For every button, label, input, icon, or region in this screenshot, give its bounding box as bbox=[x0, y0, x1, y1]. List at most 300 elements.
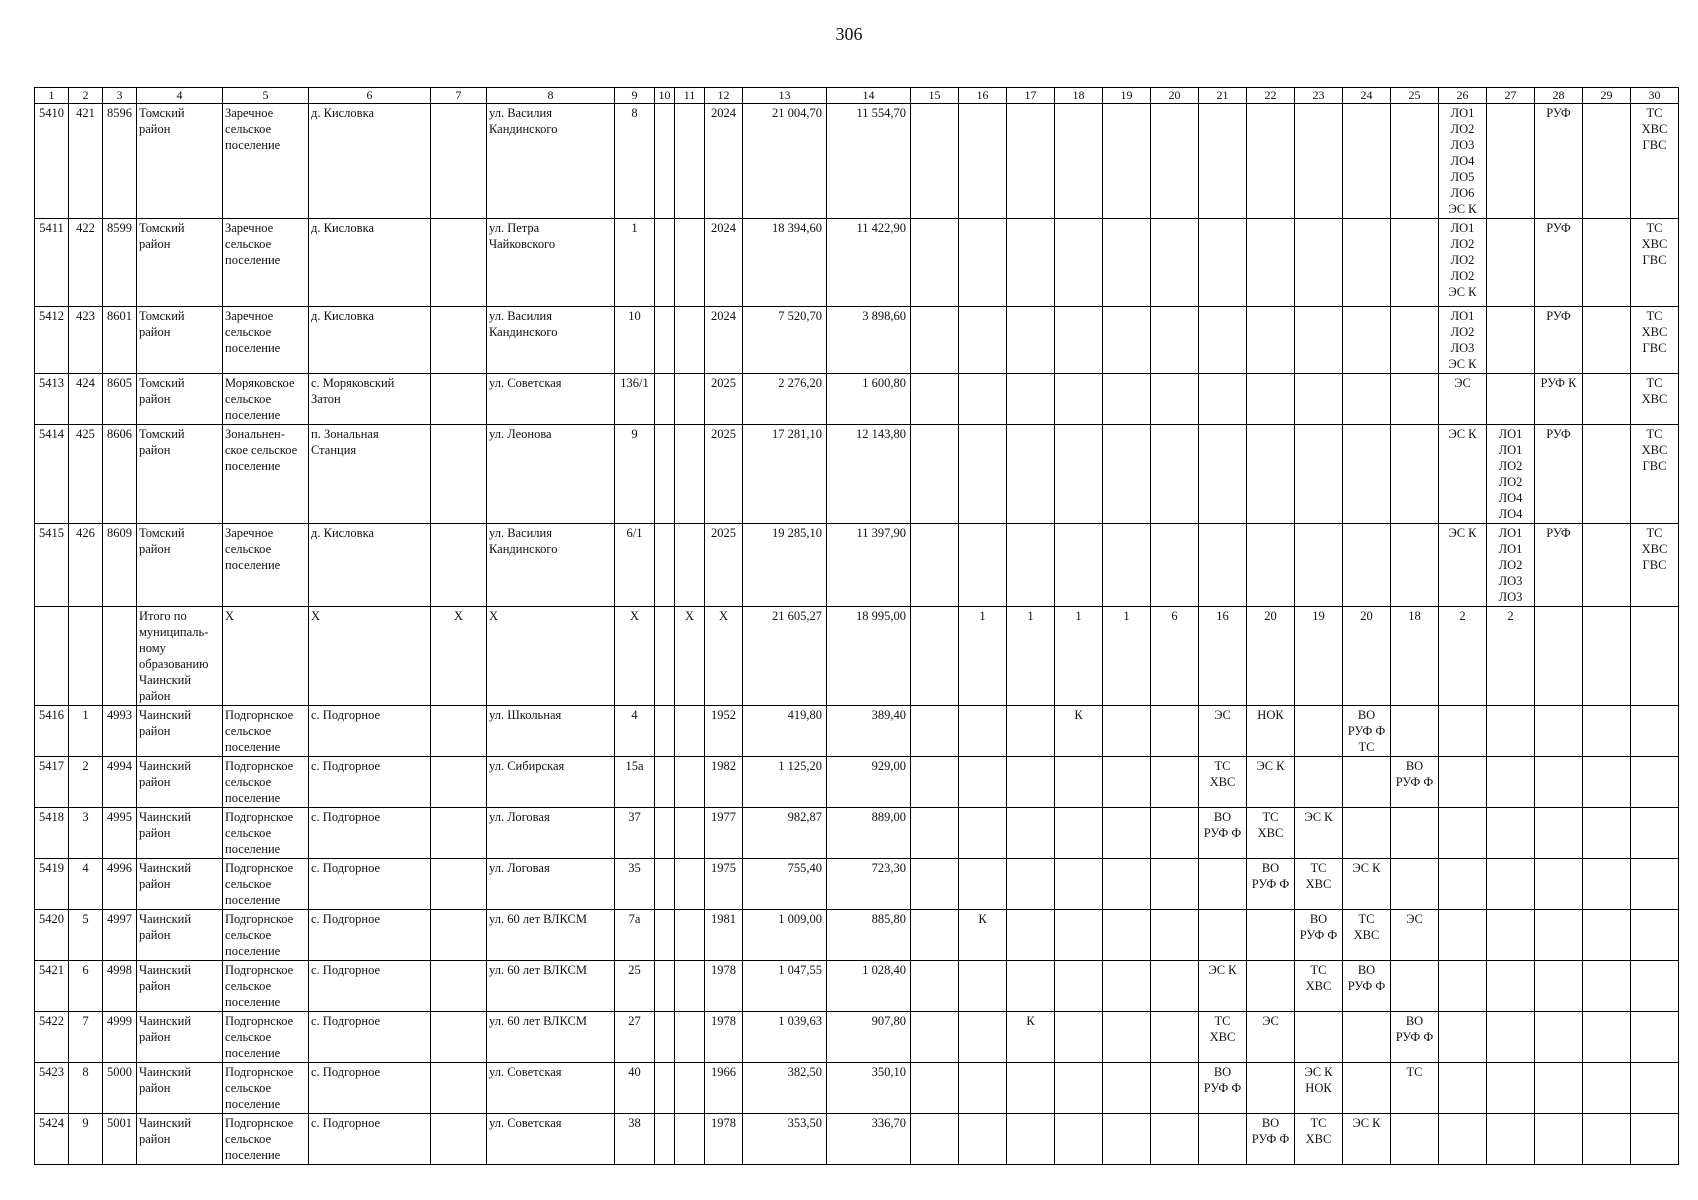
table-cell: ВО РУФ Ф bbox=[1247, 1114, 1295, 1165]
table-cell bbox=[959, 1012, 1007, 1063]
table-cell: 11 422,90 bbox=[827, 219, 911, 307]
table-cell: ЛО1 ЛО1 ЛО2 ЛО2 ЛО4 ЛО4 bbox=[1487, 425, 1535, 524]
table-cell bbox=[1295, 425, 1343, 524]
table-cell bbox=[1439, 757, 1487, 808]
table-cell bbox=[1103, 961, 1151, 1012]
column-header-6: 6 bbox=[309, 88, 431, 104]
table-cell bbox=[1391, 808, 1439, 859]
table-cell: с. Подгорное bbox=[309, 1114, 431, 1165]
table-cell bbox=[1199, 307, 1247, 374]
table-cell: 37 bbox=[615, 808, 655, 859]
table-cell: 18 bbox=[1391, 607, 1439, 706]
table-cell bbox=[1151, 706, 1199, 757]
table-row bbox=[35, 219, 1679, 307]
table-cell bbox=[1295, 307, 1343, 374]
table-cell: Томский район bbox=[137, 524, 223, 607]
table-cell bbox=[1103, 910, 1151, 961]
table-cell bbox=[1391, 961, 1439, 1012]
table-cell: 1 bbox=[1055, 607, 1103, 706]
table-cell bbox=[1343, 104, 1391, 219]
table-cell: 1982 bbox=[705, 757, 743, 808]
table-cell: с. Подгорное bbox=[309, 910, 431, 961]
column-header-11: 11 bbox=[675, 88, 705, 104]
table-cell: 8 bbox=[615, 104, 655, 219]
column-header-29: 29 bbox=[1583, 88, 1631, 104]
table-cell bbox=[959, 219, 1007, 307]
table-cell: ул. Советская bbox=[487, 1114, 615, 1165]
table-cell: 5421 bbox=[35, 961, 69, 1012]
table-cell bbox=[1247, 524, 1295, 607]
table-cell: Подгорнское сельское поселение bbox=[223, 706, 309, 757]
table-cell bbox=[1583, 1114, 1631, 1165]
column-header-23: 23 bbox=[1295, 88, 1343, 104]
page-number: 306 bbox=[835, 24, 863, 44]
table-cell: 1 600,80 bbox=[827, 374, 911, 425]
table-cell: 4 bbox=[615, 706, 655, 757]
table-cell: 5412 bbox=[35, 307, 69, 374]
table-cell: 5415 bbox=[35, 524, 69, 607]
table-cell: 20 bbox=[1343, 607, 1391, 706]
table-cell: ТС ХВС bbox=[1295, 961, 1343, 1012]
table-cell: 8606 bbox=[103, 425, 137, 524]
table-cell bbox=[1007, 425, 1055, 524]
table-cell: 7 520,70 bbox=[743, 307, 827, 374]
table-cell: Чаинский район bbox=[137, 859, 223, 910]
table-cell: Подгорнское сельское поселение bbox=[223, 1012, 309, 1063]
column-header-3: 3 bbox=[103, 88, 137, 104]
table-cell bbox=[1391, 425, 1439, 524]
table-cell bbox=[1391, 524, 1439, 607]
table-cell bbox=[431, 808, 487, 859]
table-cell: ТС ХВС ГВС bbox=[1631, 104, 1679, 219]
table-cell bbox=[1055, 374, 1103, 425]
table-cell bbox=[1151, 757, 1199, 808]
column-header-2: 2 bbox=[69, 88, 103, 104]
table-cell: 1981 bbox=[705, 910, 743, 961]
table-cell: ул. Леонова bbox=[487, 425, 615, 524]
table-cell: ВО РУФ Ф bbox=[1199, 808, 1247, 859]
table-cell bbox=[1631, 1114, 1679, 1165]
table-cell bbox=[431, 307, 487, 374]
table-cell bbox=[431, 1063, 487, 1114]
table-cell: ТС ХВС bbox=[1295, 859, 1343, 910]
table-cell bbox=[1007, 859, 1055, 910]
column-header-10: 10 bbox=[655, 88, 675, 104]
table-cell: 5424 bbox=[35, 1114, 69, 1165]
table-cell: ул. 60 лет ВЛКСМ bbox=[487, 961, 615, 1012]
column-header-1: 1 bbox=[35, 88, 69, 104]
table-cell bbox=[1535, 808, 1583, 859]
table-cell: РУФ bbox=[1535, 219, 1583, 307]
table-cell bbox=[1151, 1114, 1199, 1165]
column-header-14: 14 bbox=[827, 88, 911, 104]
table-cell: ЭС bbox=[1391, 910, 1439, 961]
table-cell: 389,40 bbox=[827, 706, 911, 757]
table-cell: Зональнен- ское сельское поселение bbox=[223, 425, 309, 524]
column-header-21: 21 bbox=[1199, 88, 1247, 104]
table-cell bbox=[35, 607, 69, 706]
table-row bbox=[35, 1114, 1679, 1165]
table-cell: ВО РУФ Ф bbox=[1391, 1012, 1439, 1063]
table-cell: ТС ХВС bbox=[1247, 808, 1295, 859]
table-cell: ТС ХВС ГВС bbox=[1631, 307, 1679, 374]
table-cell bbox=[1631, 808, 1679, 859]
column-number-header bbox=[35, 88, 1679, 104]
table-cell: д. Кисловка bbox=[309, 219, 431, 307]
table-cell: ул. Советская bbox=[487, 1063, 615, 1114]
table-cell bbox=[431, 859, 487, 910]
table-cell: Итого по муниципаль- ному образованию Чаинский район bbox=[137, 607, 223, 706]
table-cell bbox=[1199, 1114, 1247, 1165]
table-cell: д. Кисловка bbox=[309, 104, 431, 219]
table-cell bbox=[1199, 104, 1247, 219]
table-cell bbox=[431, 374, 487, 425]
table-cell bbox=[911, 859, 959, 910]
table-cell bbox=[1007, 524, 1055, 607]
table-cell bbox=[1343, 808, 1391, 859]
table-cell: 889,00 bbox=[827, 808, 911, 859]
table-cell: 21 605,27 bbox=[743, 607, 827, 706]
table-cell: 8605 bbox=[103, 374, 137, 425]
table-cell: ВО РУФ Ф bbox=[1199, 1063, 1247, 1114]
table-cell bbox=[959, 859, 1007, 910]
table-cell: ул. Логовая bbox=[487, 808, 615, 859]
table-cell: ул. 60 лет ВЛКСМ bbox=[487, 1012, 615, 1063]
table-cell bbox=[1055, 425, 1103, 524]
table-cell bbox=[959, 524, 1007, 607]
table-cell bbox=[655, 307, 675, 374]
table-row bbox=[35, 524, 1679, 607]
table-cell: 1 bbox=[615, 219, 655, 307]
table-cell: 353,50 bbox=[743, 1114, 827, 1165]
table-cell bbox=[1295, 757, 1343, 808]
table-cell bbox=[1055, 808, 1103, 859]
table-cell bbox=[1247, 425, 1295, 524]
table-cell: ТС bbox=[1391, 1063, 1439, 1114]
table-cell bbox=[1343, 757, 1391, 808]
table-cell: 423 bbox=[69, 307, 103, 374]
table-row bbox=[35, 859, 1679, 910]
table-cell: РУФ bbox=[1535, 425, 1583, 524]
table-cell bbox=[911, 219, 959, 307]
table-cell: ЭС К bbox=[1295, 808, 1343, 859]
table-cell bbox=[69, 607, 103, 706]
table-cell bbox=[1151, 1012, 1199, 1063]
table-cell: с. Подгорное bbox=[309, 706, 431, 757]
table-cell: 18 995,00 bbox=[827, 607, 911, 706]
table-cell bbox=[1631, 910, 1679, 961]
table-cell: ТС ХВС ГВС bbox=[1631, 425, 1679, 524]
table-cell: К bbox=[1007, 1012, 1055, 1063]
table-cell: 5417 bbox=[35, 757, 69, 808]
table-cell bbox=[1247, 961, 1295, 1012]
table-cell: с. Подгорное bbox=[309, 961, 431, 1012]
table-cell: 2025 bbox=[705, 524, 743, 607]
table-cell bbox=[1439, 1114, 1487, 1165]
table-cell bbox=[1487, 307, 1535, 374]
table-cell: ЭС К bbox=[1199, 961, 1247, 1012]
table-cell bbox=[911, 808, 959, 859]
table-cell bbox=[911, 524, 959, 607]
table-cell bbox=[911, 374, 959, 425]
table-cell bbox=[911, 706, 959, 757]
table-cell bbox=[1391, 374, 1439, 425]
table-cell bbox=[1199, 219, 1247, 307]
table-cell bbox=[1583, 307, 1631, 374]
table-cell: ЭС bbox=[1247, 1012, 1295, 1063]
table-cell: РУФ bbox=[1535, 307, 1583, 374]
table-cell bbox=[911, 910, 959, 961]
table-cell: 419,80 bbox=[743, 706, 827, 757]
table-cell: 8601 bbox=[103, 307, 137, 374]
column-header-27: 27 bbox=[1487, 88, 1535, 104]
table-cell: 4993 bbox=[103, 706, 137, 757]
table-cell: НОК bbox=[1247, 706, 1295, 757]
table-cell: 4995 bbox=[103, 808, 137, 859]
table-cell: 1977 bbox=[705, 808, 743, 859]
table-cell bbox=[1583, 961, 1631, 1012]
table-cell: ТС ХВС ГВС bbox=[1631, 524, 1679, 607]
column-header-20: 20 bbox=[1151, 88, 1199, 104]
table-cell: 5410 bbox=[35, 104, 69, 219]
table-row bbox=[35, 706, 1679, 757]
table-cell: Чаинский район bbox=[137, 910, 223, 961]
table-cell bbox=[1103, 104, 1151, 219]
table-cell bbox=[1439, 706, 1487, 757]
table-cell: 19 285,10 bbox=[743, 524, 827, 607]
table-cell: ЭС К bbox=[1343, 859, 1391, 910]
table-cell: X bbox=[705, 607, 743, 706]
table-cell bbox=[1103, 1063, 1151, 1114]
table-cell: 1 047,55 bbox=[743, 961, 827, 1012]
table-cell bbox=[1487, 219, 1535, 307]
table-cell bbox=[655, 1114, 675, 1165]
table-cell: 12 143,80 bbox=[827, 425, 911, 524]
table-cell: 38 bbox=[615, 1114, 655, 1165]
table-cell bbox=[675, 425, 705, 524]
table-cell: 18 394,60 bbox=[743, 219, 827, 307]
table-cell bbox=[1151, 910, 1199, 961]
table-cell: 3 bbox=[69, 808, 103, 859]
table-cell: ЭС К bbox=[1343, 1114, 1391, 1165]
table-cell bbox=[655, 961, 675, 1012]
table-cell bbox=[431, 524, 487, 607]
table-cell: Томский район bbox=[137, 307, 223, 374]
table-cell: ул. Школьная bbox=[487, 706, 615, 757]
table-cell: 1966 bbox=[705, 1063, 743, 1114]
table-cell: 19 bbox=[1295, 607, 1343, 706]
table-cell bbox=[1487, 1063, 1535, 1114]
table-cell: 336,70 bbox=[827, 1114, 911, 1165]
table-row bbox=[35, 961, 1679, 1012]
table-cell bbox=[1295, 374, 1343, 425]
table-cell bbox=[1487, 961, 1535, 1012]
table-cell bbox=[1247, 219, 1295, 307]
table-cell bbox=[1583, 104, 1631, 219]
table-cell bbox=[911, 961, 959, 1012]
table-cell bbox=[1199, 524, 1247, 607]
table-cell: Заречное сельское поселение bbox=[223, 219, 309, 307]
column-header-16: 16 bbox=[959, 88, 1007, 104]
table-cell bbox=[959, 1114, 1007, 1165]
table-row bbox=[35, 910, 1679, 961]
table-cell bbox=[959, 425, 1007, 524]
table-cell: Чаинский район bbox=[137, 1114, 223, 1165]
table-cell: ул. Василия Кандинского bbox=[487, 307, 615, 374]
table-cell bbox=[1151, 219, 1199, 307]
table-cell bbox=[1055, 859, 1103, 910]
table-cell: X bbox=[431, 607, 487, 706]
table-cell bbox=[1055, 910, 1103, 961]
table-cell bbox=[1295, 524, 1343, 607]
table-cell: Чаинский район bbox=[137, 706, 223, 757]
table-cell: Чаинский район bbox=[137, 808, 223, 859]
table-cell bbox=[675, 1114, 705, 1165]
table-cell bbox=[1391, 307, 1439, 374]
column-header-13: 13 bbox=[743, 88, 827, 104]
table-cell bbox=[1439, 859, 1487, 910]
table-cell bbox=[675, 808, 705, 859]
table-cell bbox=[1487, 859, 1535, 910]
table-cell bbox=[1055, 104, 1103, 219]
table-cell: 2024 bbox=[705, 219, 743, 307]
table-cell: ВО РУФ Ф bbox=[1391, 757, 1439, 808]
table-cell: 5 bbox=[69, 910, 103, 961]
table-cell: 424 bbox=[69, 374, 103, 425]
table-cell bbox=[675, 1012, 705, 1063]
table-cell: 1 bbox=[1007, 607, 1055, 706]
table-cell: 3 898,60 bbox=[827, 307, 911, 374]
table-cell bbox=[675, 706, 705, 757]
table-cell: 6 bbox=[1151, 607, 1199, 706]
table-cell: РУФ bbox=[1535, 524, 1583, 607]
table-cell: 27 bbox=[615, 1012, 655, 1063]
column-header-28: 28 bbox=[1535, 88, 1583, 104]
table-cell: ТС ХВС ГВС bbox=[1631, 219, 1679, 307]
table-cell bbox=[911, 607, 959, 706]
table-cell bbox=[1535, 757, 1583, 808]
table-cell bbox=[655, 104, 675, 219]
table-cell: 8 bbox=[69, 1063, 103, 1114]
table-cell: ТС ХВС bbox=[1199, 757, 1247, 808]
table-cell: ВО РУФ Ф bbox=[1295, 910, 1343, 961]
table-cell bbox=[1535, 961, 1583, 1012]
table-cell: ЭС К НОК bbox=[1295, 1063, 1343, 1114]
table-cell: Моряковское сельское поселение bbox=[223, 374, 309, 425]
table-cell: Подгорнское сельское поселение bbox=[223, 1114, 309, 1165]
table-cell: 1 bbox=[1103, 607, 1151, 706]
table-cell bbox=[1103, 374, 1151, 425]
table-cell: 5423 bbox=[35, 1063, 69, 1114]
table-cell bbox=[959, 808, 1007, 859]
building-registry-table bbox=[34, 87, 1679, 1165]
table-cell bbox=[911, 104, 959, 219]
table-cell bbox=[1391, 219, 1439, 307]
table-cell: 4999 bbox=[103, 1012, 137, 1063]
table-cell bbox=[1103, 307, 1151, 374]
table-cell bbox=[1535, 607, 1583, 706]
table-cell bbox=[1535, 1114, 1583, 1165]
table-cell: 6/1 bbox=[615, 524, 655, 607]
table-cell: ЛО1 ЛО2 ЛО3 ЛО4 ЛО5 ЛО6 ЭС К bbox=[1439, 104, 1487, 219]
table-cell bbox=[1583, 607, 1631, 706]
table-cell bbox=[1103, 524, 1151, 607]
table-cell: ТС ХВС bbox=[1199, 1012, 1247, 1063]
table-cell: 755,40 bbox=[743, 859, 827, 910]
table-cell bbox=[1583, 1012, 1631, 1063]
column-header-12: 12 bbox=[705, 88, 743, 104]
table-cell: ЭС К bbox=[1439, 425, 1487, 524]
table-cell bbox=[1247, 307, 1295, 374]
table-cell: ЭС К bbox=[1247, 757, 1295, 808]
table-cell: 1 039,63 bbox=[743, 1012, 827, 1063]
table-cell bbox=[1055, 961, 1103, 1012]
table-cell bbox=[1007, 307, 1055, 374]
table-cell bbox=[959, 961, 1007, 1012]
table-cell: ЭС bbox=[1439, 374, 1487, 425]
table-row bbox=[35, 1012, 1679, 1063]
table-cell bbox=[1343, 1012, 1391, 1063]
table-cell: 885,80 bbox=[827, 910, 911, 961]
table-cell bbox=[1007, 961, 1055, 1012]
table-cell bbox=[1583, 425, 1631, 524]
table-cell: ул. Логовая bbox=[487, 859, 615, 910]
table-cell bbox=[1439, 1063, 1487, 1114]
table-cell bbox=[1055, 1063, 1103, 1114]
table-cell: 5420 bbox=[35, 910, 69, 961]
table-cell: 2024 bbox=[705, 104, 743, 219]
table-cell: 1978 bbox=[705, 1012, 743, 1063]
table-cell bbox=[675, 524, 705, 607]
table-cell bbox=[431, 1012, 487, 1063]
table-row bbox=[35, 425, 1679, 524]
table-cell bbox=[1535, 859, 1583, 910]
table-cell: 2 276,20 bbox=[743, 374, 827, 425]
table-cell: 422 bbox=[69, 219, 103, 307]
table-cell bbox=[1007, 1063, 1055, 1114]
table-cell: 4994 bbox=[103, 757, 137, 808]
table-cell bbox=[1199, 859, 1247, 910]
column-header-30: 30 bbox=[1631, 88, 1679, 104]
table-cell bbox=[1151, 808, 1199, 859]
table-cell bbox=[1103, 706, 1151, 757]
table-cell bbox=[1151, 524, 1199, 607]
table-cell bbox=[1247, 910, 1295, 961]
table-cell bbox=[1055, 524, 1103, 607]
table-cell: 5422 bbox=[35, 1012, 69, 1063]
table-cell bbox=[431, 757, 487, 808]
table-cell: 11 397,90 bbox=[827, 524, 911, 607]
table-cell: ул. Советская bbox=[487, 374, 615, 425]
table-cell: 929,00 bbox=[827, 757, 911, 808]
table-cell bbox=[1103, 808, 1151, 859]
table-cell: ВО РУФ Ф ТС bbox=[1343, 706, 1391, 757]
column-header-26: 26 bbox=[1439, 88, 1487, 104]
table-cell bbox=[675, 1063, 705, 1114]
table-cell bbox=[431, 1114, 487, 1165]
table-cell bbox=[1631, 859, 1679, 910]
table-cell bbox=[1535, 910, 1583, 961]
table-cell: 2024 bbox=[705, 307, 743, 374]
table-cell: Чаинский район bbox=[137, 961, 223, 1012]
table-cell: п. Зональная Станция bbox=[309, 425, 431, 524]
table-cell bbox=[1007, 808, 1055, 859]
table-cell: ЭС К bbox=[1439, 524, 1487, 607]
table-cell bbox=[1103, 859, 1151, 910]
table-cell bbox=[1439, 1012, 1487, 1063]
table-cell bbox=[1391, 706, 1439, 757]
table-cell: Томский район bbox=[137, 104, 223, 219]
